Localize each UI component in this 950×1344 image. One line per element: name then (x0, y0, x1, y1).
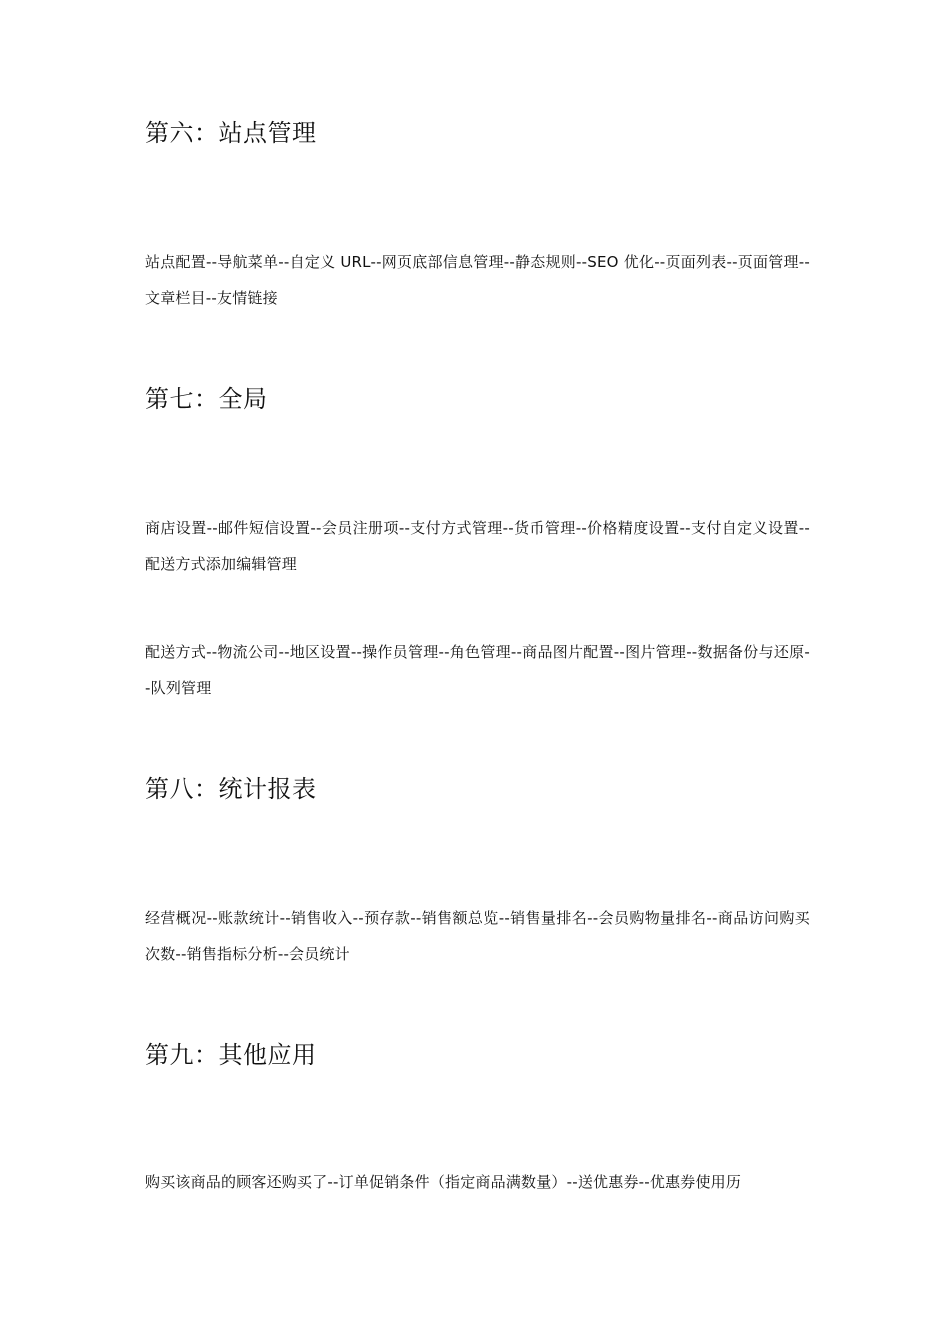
section-paragraph: 站点配置--导航菜单--自定义 URL--网页底部信息管理--静态规则--SEO 优化--页面列表--页面管理--文章栏目--友情链接 (145, 253, 810, 307)
section-heading-global: 第七：全局 (145, 385, 268, 413)
section-heading-site-management: 第六：站点管理 (145, 119, 317, 147)
section-paragraph: 经营概况--账款统计--销售收入--预存款--销售额总览--销售量排名--会员购物量排名--商品访问购买次数--销售指标分析--会员统计 (145, 909, 810, 963)
section-paragraph: 购买该商品的顾客还购买了--订单促销条件（指定商品满数量）--送优惠券--优惠券使用历 (145, 1173, 742, 1191)
section-heading-other-applications: 第九：其他应用 (145, 1041, 317, 1069)
section-paragraph: 配送方式--物流公司--地区设置--操作员管理--角色管理--商品图片配置--图片管理--数据备份与还原--队列管理 (145, 643, 810, 697)
section-paragraph: 商店设置--邮件短信设置--会员注册项--支付方式管理--货币管理--价格精度设置--支付自定义设置--配送方式添加编辑管理 (145, 519, 810, 573)
section-heading-statistics-reports: 第八：统计报表 (145, 775, 317, 803)
